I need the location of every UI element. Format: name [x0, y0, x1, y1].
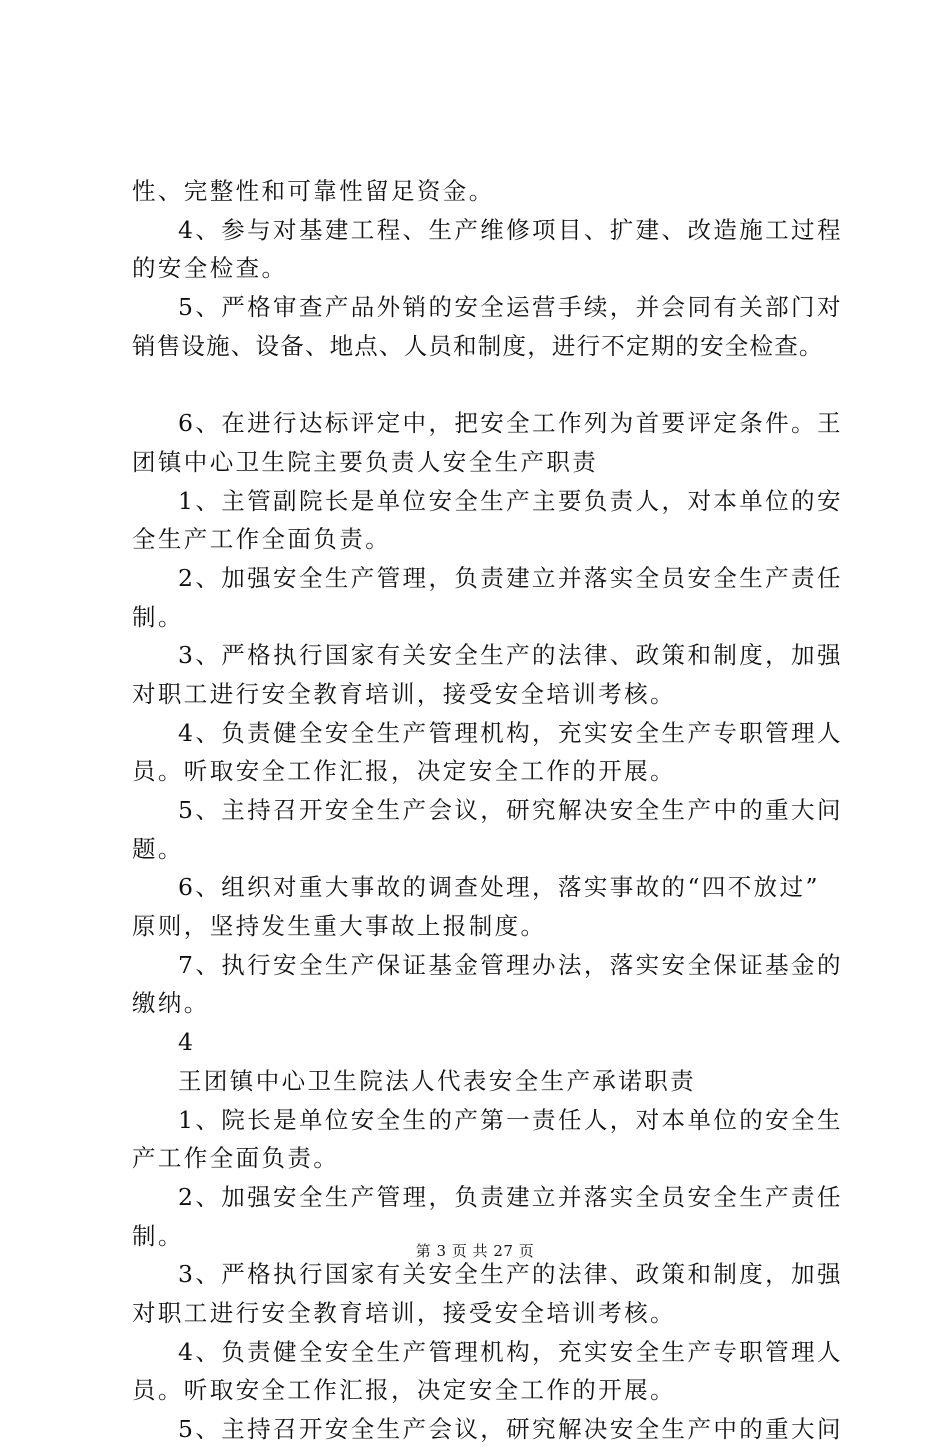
- text-line: 3、严格执行国家有关安全生产的法律、政策和制度，加强: [178, 1260, 843, 1289]
- text-line: 4、负责健全安全生产管理机构，充实安全生产专职管理人: [178, 718, 843, 747]
- text-line: 员。听取安全工作汇报，决定安全工作的开展。: [132, 1376, 676, 1405]
- text-line: 的安全检查。: [132, 254, 288, 283]
- text-line: 员。听取安全工作汇报，决定安全工作的开展。: [132, 757, 676, 786]
- text-line: 制。: [132, 602, 184, 631]
- blank-line: [132, 365, 842, 404]
- text-line: 2、加强安全生产管理，负责建立并落实全员安全生产责任: [178, 1182, 843, 1211]
- text-line: 制。: [132, 1221, 184, 1250]
- text-line: 销售设施、设备、地点、人员和制度，进行不定期的安全检查。: [132, 331, 824, 360]
- text-line: 1、院长是单位安全生的产第一责任人，对本单位的安全生: [178, 1105, 843, 1134]
- text-line: 2、加强安全生产管理，负责建立并落实全员安全生产责任: [178, 563, 843, 592]
- text-line: 6、组织对重大事故的调查处理，落实事故的“四不放过”: [178, 873, 820, 902]
- text-line: 4: [178, 1028, 196, 1057]
- text-line: 6、在进行达标评定中，把安全工作列为首要评定条件。王: [178, 409, 843, 438]
- text-line: 产工作全面负责。: [132, 1144, 340, 1173]
- text-line: 4、负责健全安全生产管理机构，充实安全生产专职管理人: [178, 1337, 843, 1366]
- text-line: 原则，坚持发生重大事故上报制度。: [132, 912, 547, 941]
- text-line: 性、完整性和可靠性留足资金。: [132, 177, 495, 205]
- page-number-footer: 第 3 页 共 27 页: [415, 1242, 535, 1260]
- text-line: 3、严格执行国家有关安全生产的法律、政策和制度，加强: [178, 641, 843, 670]
- text-line: 7、执行安全生产保证基金管理办法，落实安全保证基金的: [178, 950, 843, 979]
- text-line: 5、主持召开安全生产会议，研究解决安全生产中的重大问: [178, 796, 843, 824]
- text-line: 题。: [132, 834, 184, 863]
- text-line: 5、主持召开安全生产会议，研究解决安全生产中的重大问: [178, 1415, 843, 1443]
- text-line: 5、严格审查产品外销的安全运营手续，并会同有关部门对: [178, 293, 843, 322]
- text-line: 对职工进行安全教育培训，接受安全培训考核。: [132, 679, 676, 708]
- text-line: 全生产工作全面负责。: [132, 525, 391, 554]
- text-line: 团镇中心卫生院主要负责人安全生产职责: [132, 447, 599, 476]
- text-line: 缴纳。: [132, 989, 210, 1018]
- text-line: 4、参与对基建工程、生产维修项目、扩建、改造施工过程: [178, 215, 843, 244]
- section-title: 王团镇中心卫生院法人代表安全生产承诺职责: [178, 1066, 696, 1095]
- text-line: 1、主管副院长是单位安全生产主要负责人，对本单位的安: [178, 486, 843, 515]
- text-line: 对职工进行安全教育培训，接受安全培训考核。: [132, 1298, 676, 1327]
